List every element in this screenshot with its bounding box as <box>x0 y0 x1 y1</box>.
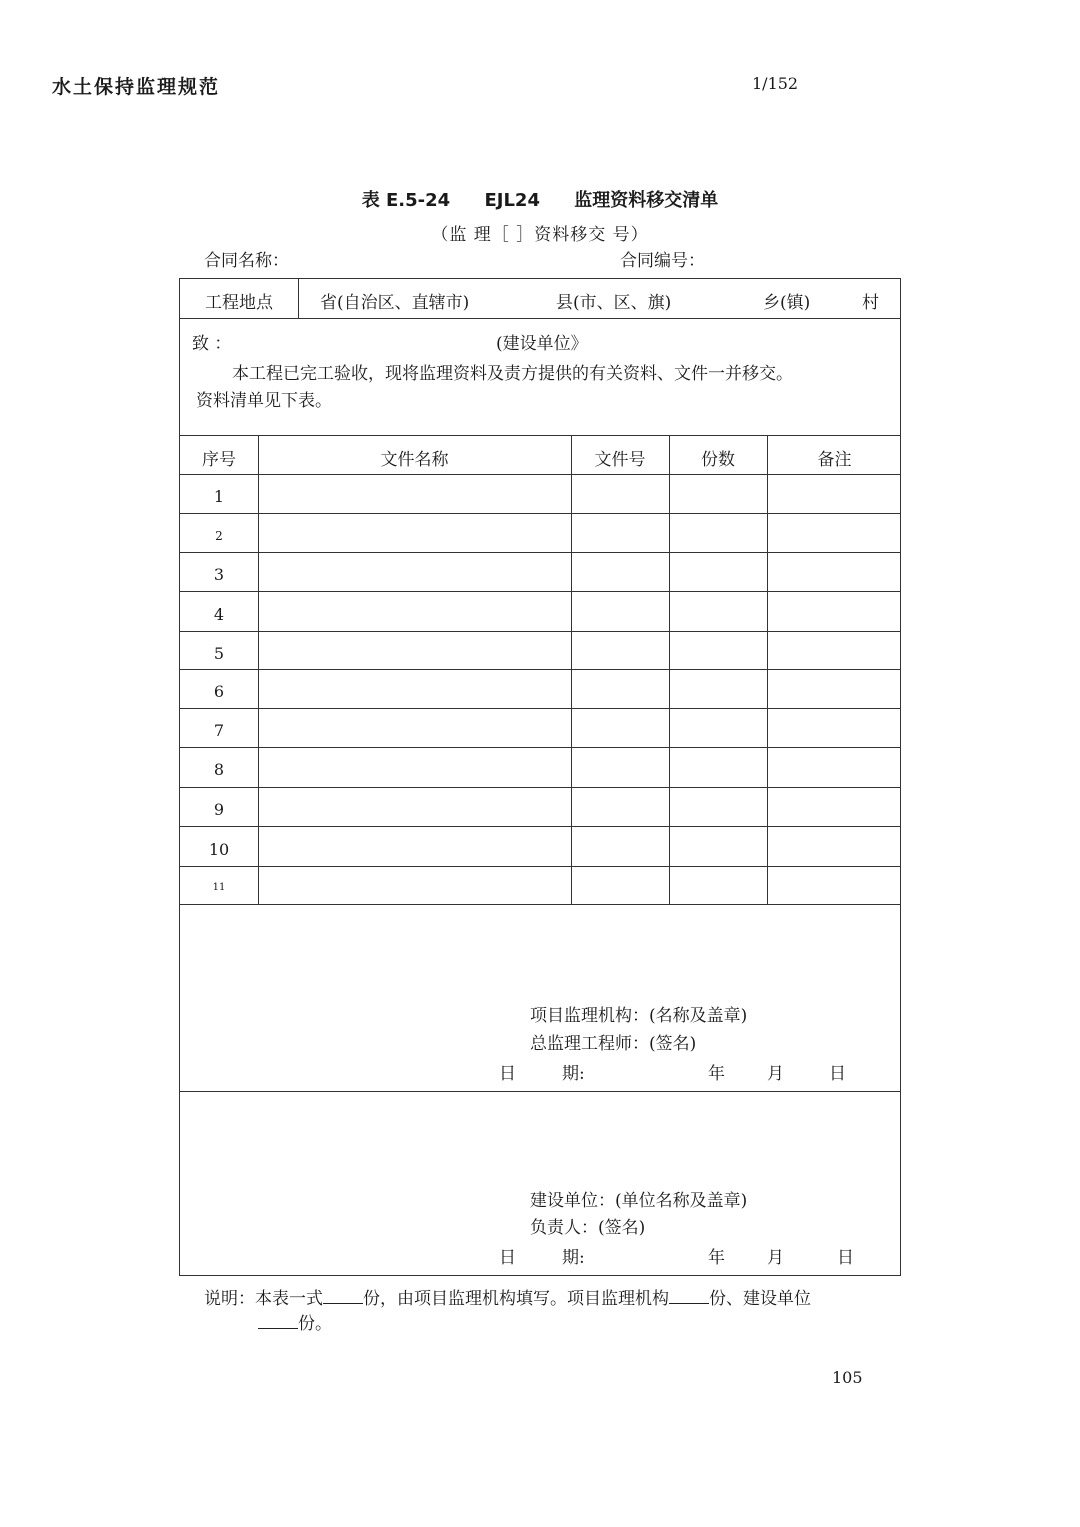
row-line <box>180 552 900 553</box>
table-subtitle: （监 理［ ］资料移交 号） <box>431 225 649 245</box>
recipient: (建设单位》 <box>496 334 588 354</box>
row-line <box>180 708 900 709</box>
table-title <box>0 186 1080 212</box>
supervisor-month: 月 <box>767 1064 784 1084</box>
row-number: 2 <box>215 529 223 543</box>
column-header-file-number: 文件号 <box>594 450 646 470</box>
table-name: 监理资料移交清单 <box>574 190 719 211</box>
note-text: 说明：本表一式 <box>204 1289 323 1309</box>
contract-name-label: 合同名称： <box>204 251 289 271</box>
supervisor-date-label: 期: <box>562 1064 585 1084</box>
owner-year: 年 <box>708 1248 725 1268</box>
row-number: 3 <box>213 565 225 584</box>
document-title: 水土保持监理规范 <box>52 76 221 98</box>
supervisor-date-label: 日 <box>499 1064 516 1084</box>
note-text: 份。 <box>298 1314 332 1334</box>
chief-engineer: 总监理工程师：(签名) <box>530 1034 697 1054</box>
blank-line <box>258 1312 298 1329</box>
row-line <box>180 747 900 748</box>
owner-date-label: 日 <box>499 1248 516 1268</box>
note-text: 份、建设单位 <box>709 1289 811 1309</box>
contract-number-label: 合同编号： <box>620 251 705 271</box>
location-county: 县(市、区、旗) <box>556 293 672 313</box>
row-line <box>180 631 900 632</box>
location-village: 村 <box>862 293 879 313</box>
row-line <box>180 591 900 592</box>
column-divider <box>669 435 670 905</box>
divider-line <box>180 318 900 319</box>
transfer-form <box>179 278 901 1276</box>
column-header-file-name: 文件名称 <box>380 450 449 470</box>
form-note <box>204 1287 904 1337</box>
row-line <box>180 787 900 788</box>
row-number: 9 <box>213 800 225 819</box>
column-header-copies: 份数 <box>701 450 735 470</box>
row-number: 5 <box>213 644 225 663</box>
divider-line <box>180 1091 900 1092</box>
table-code: 表 E.5-24 <box>361 190 451 211</box>
row-number: 1 <box>213 487 225 506</box>
body-text-line2: 资料清单见下表。 <box>196 391 332 411</box>
location-township: 乡(镇) <box>763 293 811 313</box>
blank-line <box>323 1287 363 1304</box>
row-line <box>180 866 900 867</box>
location-label: 工程地点 <box>205 293 273 313</box>
supervisor-day: 日 <box>829 1064 846 1084</box>
row-line <box>180 669 900 670</box>
row-number: 8 <box>213 760 225 779</box>
location-province: 省(自治区、直辖市) <box>320 293 470 313</box>
owner-person: 负责人：(签名) <box>530 1218 646 1238</box>
column-divider <box>767 435 768 905</box>
owner-day: 日 <box>837 1248 854 1268</box>
row-line <box>180 513 900 514</box>
column-header-remarks: 备注 <box>817 450 852 470</box>
note-text: 份，由项目监理机构填写。项目监理机构 <box>363 1289 669 1309</box>
row-line <box>180 904 900 905</box>
supervisor-year: 年 <box>708 1064 725 1084</box>
row-number: 4 <box>213 605 225 624</box>
body-text-line1: 本工程已完工验收，现将监理资料及责方提供的有关资料、文件一并移交。 <box>232 364 793 384</box>
row-number: 7 <box>213 721 225 740</box>
row-line <box>180 826 900 827</box>
divider-line <box>180 435 900 436</box>
blank-line <box>669 1287 709 1304</box>
page-indicator: 1/152 <box>752 74 799 93</box>
row-number: 11 <box>212 882 226 893</box>
form-id: EJL24 <box>484 190 540 211</box>
row-number: 6 <box>213 682 225 701</box>
row-line <box>180 474 900 475</box>
column-header-index: 序号 <box>202 450 236 470</box>
owner-date-label: 期: <box>562 1248 585 1268</box>
owner-month: 月 <box>767 1248 784 1268</box>
supervisor-org: 项目监理机构：(名称及盖章) <box>530 1006 748 1026</box>
to-label: 致 ： <box>192 334 232 354</box>
column-divider <box>258 435 259 905</box>
owner-unit: 建设单位：(单位名称及盖章) <box>530 1191 748 1211</box>
row-number: 10 <box>208 840 230 859</box>
page-number: 105 <box>832 1368 863 1387</box>
column-divider <box>571 435 572 905</box>
location-divider <box>298 279 299 319</box>
